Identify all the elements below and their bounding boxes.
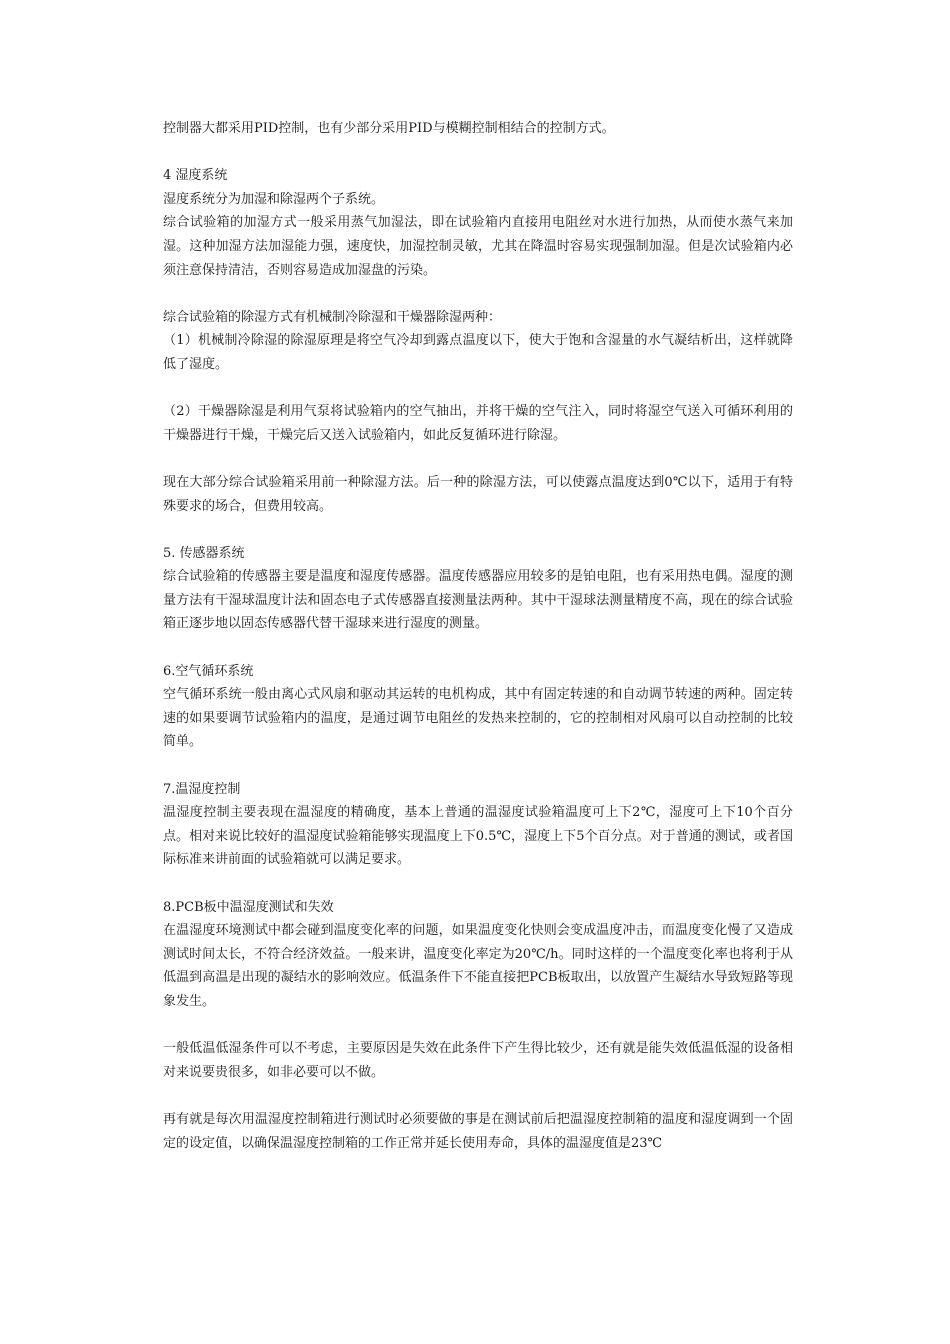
- paragraph-gap: [163, 636, 793, 660]
- paragraph-low-temp-low-humidity: 一般低温低湿条件可以不考虑，主要原因是失效在此条件下产生得比较少，还有就是能失效低温低湿的设备相对来说要贵很多，如非必要可以不做。: [163, 1041, 793, 1080]
- paragraph-gap: [163, 447, 793, 471]
- paragraph-gap: [163, 1014, 793, 1038]
- section-heading-air-circulation: 6.空气循环系统: [163, 663, 254, 679]
- paragraph-humidification-method: 综合试验箱的加湿方式一般采用蒸气加湿法，即在试验箱内直接用电阻丝对水进行加热，从而使水蒸气来加湿。这种加湿方法加湿能力强，速度快，加湿控制灵敏，尤其在降温时容易实现强制加湿。但是次试验箱内必须注意保持清洁，否则容易造成加湿盘的污染。: [163, 215, 793, 278]
- paragraph-pcb-testing: 在温湿度环境测试中都会碰到温度变化率的问题，如果温度变化快则会变成温度冲击，而温度变化慢了又造成测试时间太长，不符合经济效益。一般来讲，温度变化率定为20℃/h。同时这样的一个温度变化率也将利于从低温到高温是出现的凝结水的影响效应。低温条件下不能直接把PCB板取出，以放置产生凝结水导致短路等现象发生。: [163, 923, 793, 1009]
- paragraph-gap: [163, 754, 793, 778]
- paragraph-temp-humidity-control: 温湿度控制主要表现在温湿度的精确度，基本上普通的温湿度试验箱温度可上下2℃，湿度可上下10个百分点。相对来说比较好的温湿度试验箱能够实现温度上下0.5℃，湿度上下5个百分点。对于普通的测试，或者国际标准来讲前面的试验箱就可以满足要求。: [163, 805, 793, 868]
- paragraph-gap: [163, 518, 793, 542]
- paragraph-dehumidification-methods: 综合试验箱的除湿方式有机械制冷除湿和干燥器除湿两种：: [163, 309, 502, 325]
- section-heading-humidity-system: 4 湿度系统: [163, 168, 228, 184]
- paragraph-air-circulation: 空气循环系统一般由离心式风扇和驱动其运转的电机构成，其中有固定转速的和自动调节转速的两种。固定转速的如果要调节试验箱内的温度，是通过调节电阻丝的发热来控制的，它的控制相对风扇可以自动控制的比较简单。: [163, 687, 793, 750]
- paragraph-control-intro: 控制器大都采用PID控制，也有少部分采用PID与模糊控制相结合的控制方式。: [163, 121, 615, 136]
- paragraph-gap: [163, 872, 793, 896]
- paragraph-gap: [163, 282, 793, 306]
- document-page: [163, 117, 793, 1155]
- paragraph-dryer-dehumidification: （2）干燥器除湿是利用气泵将试验箱内的空气抽出，并将干燥的空气注入，同时将湿空气送入可循环利用的干燥器进行干燥，干燥完后又送入试验箱内，如此反复循环进行除湿。: [163, 404, 793, 443]
- section-heading-pcb-testing: 8.PCB板中温湿度测试和失效: [163, 899, 334, 915]
- section-heading-sensor-system: 5. 传感器系统: [163, 545, 245, 561]
- paragraph-setpoint-maintenance: 再有就是每次用温湿度控制箱进行测试时必须要做的事是在测试前后把温湿度控制箱的温度和湿度调到一个固定的设定值，以确保温湿度控制箱的工作正常并延长使用寿命，具体的温湿度值是23℃: [163, 1111, 793, 1151]
- paragraph-sensor-system: 综合试验箱的传感器主要是温度和湿度传感器。温度传感器应用较多的是铂电阻，也有采用热电偶。湿度的测量方法有干湿球温度计法和固态电子式传感器直接测量法两种。其中干湿球法测量精度不高，现在的综合试验箱正逐步地以固态传感器代替干湿球来进行湿度的测量。: [163, 569, 793, 632]
- paragraph-gap: [163, 1084, 793, 1108]
- paragraph-gap: [163, 377, 793, 401]
- paragraph-mechanical-dehumidification: （1）机械制冷除湿的除湿原理是将空气冷却到露点温度以下，使大于饱和含湿量的水气凝结析出，这样就降低了湿度。: [163, 333, 793, 372]
- paragraph-gap: [163, 141, 793, 165]
- paragraph-humidity-subsystems: 湿度系统分为加湿和除湿两个子系统。: [163, 191, 385, 207]
- section-heading-temp-humidity-control: 7.温湿度控制: [163, 781, 241, 797]
- paragraph-dehumidification-comparison: 现在大部分综合试验箱采用前一种除湿方法。后一种的除湿方法，可以使露点温度达到0℃以下，适用于有特殊要求的场合，但费用较高。: [163, 474, 793, 514]
